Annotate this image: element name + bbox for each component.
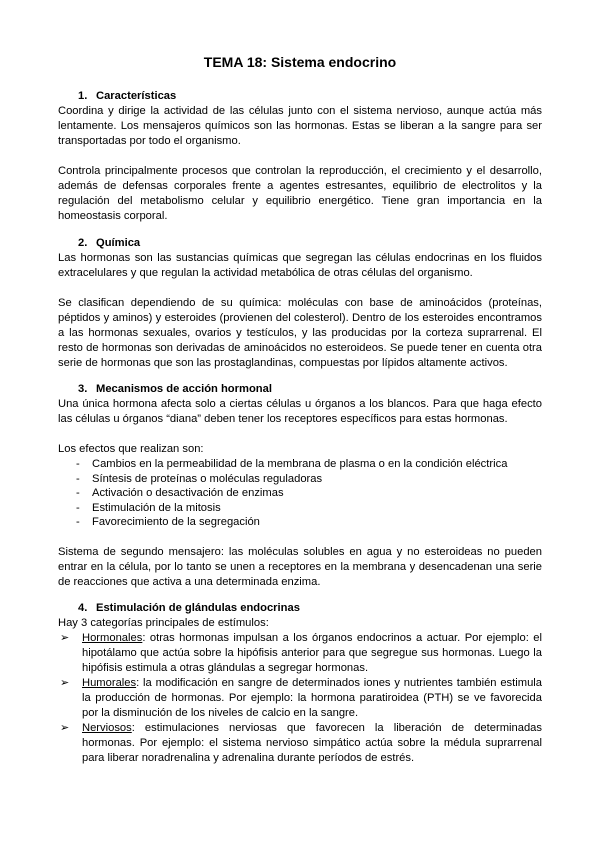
paragraph: Hay 3 categorías principales de estímulos: (58, 617, 269, 629)
stimuli-list (58, 631, 542, 766)
paragraph: Controla principalmente procesos que controlan la reproducción, el crecimiento y el desarrollo, además de defensas corporales frente a agentes estresantes, equilibrio de electrolitos y la regulación del metabolismo celular y equilibrio energético. Tiene gran importancia en la homeostasis corporal. (58, 165, 542, 222)
page-title: TEMA 18: Sistema endocrino (203, 54, 397, 70)
section-heading (58, 236, 542, 251)
section-heading (58, 89, 542, 104)
dash-bullet: - (76, 501, 80, 514)
section-estimulacion (58, 601, 542, 766)
arrow-bullet-icon: ➢ (60, 722, 70, 734)
section-number: 2. (78, 237, 88, 249)
section-quimica (58, 236, 542, 371)
section-heading-text: Características (96, 90, 177, 102)
paragraph: Se clasifican dependiendo de su química: moléculas con base de aminoácidos (proteínas, péptidos y aminos) y esteroides (provienen del colesterol). Dentro de los esteroides encontramos a las hormonas sexuales, ovarios y testículos, y las producidas por la corteza suprarrenal. El resto de hormonas son derivadas de aminoácidos no esteroideos. Se puede tener en cuenta otra serie de hormonas que son las prostaglandinas, compuestas por lípidos altamente activos. (58, 297, 542, 369)
stimulus-term: Humorales (82, 677, 137, 689)
dash-bullet: - (76, 487, 80, 499)
arrow-bullet-icon: ➢ (60, 632, 70, 644)
paragraph: Las hormonas son las sustancias químicas que segregan las células endocrinas en los fluidos extracelulares y que regulan la actividad metabólica de otras células del organismo. (58, 252, 542, 279)
list-item-text: Síntesis de proteínas o moléculas reguladoras (92, 472, 323, 485)
section-heading-text: Mecanismos de acción hormonal (96, 383, 272, 395)
arrow-bullet-icon: ➢ (60, 677, 70, 689)
section-heading-text: Estimulación de glándulas endocrinas (96, 602, 300, 614)
section-heading (58, 601, 542, 616)
list-item (58, 515, 542, 530)
stimulus-description: : estimulaciones nerviosas que favorecen la liberación de determinadas hormonas. Por ejemplo: el sistema nervioso simpático actúa sobre la médula suprarrenal para liberar noradrenalina y adrenalina durante períodos de estrés. (82, 722, 542, 764)
list-item (58, 457, 542, 472)
list-item-text: Activación o desactivación de enzimas (92, 487, 284, 499)
list-item (58, 501, 542, 516)
list-item (58, 472, 542, 487)
paragraph: Los efectos que realizan son: (58, 443, 204, 455)
section-mecanismos (58, 382, 542, 590)
effects-list (58, 457, 542, 530)
dash-bullet: - (76, 458, 80, 470)
section-caracteristicas (58, 89, 542, 224)
paragraph: Una única hormona afecta solo a ciertas células u órganos a los blancos. Para que haga efecto las células u órganos “diana” deben tener los receptores específicos para estas hormonas. (58, 398, 542, 425)
list-item (58, 721, 542, 766)
stimulus-description: : la modificación en sangre de determinados iones y nutrientes también estimula la producción de hormonas. Por ejemplo: la hormona paratiroidea (PTH) se ve favorecida por la disminución de los niveles de calcio en la sangre. (82, 677, 542, 719)
list-item-text: Cambios en la permeabilidad de la membrana de plasma o en la condición eléctrica (92, 458, 508, 470)
section-number: 4. (78, 602, 88, 614)
stimulus-term: Nerviosos (82, 722, 132, 734)
list-item-text: Favorecimiento de la segregación (92, 516, 260, 528)
paragraph: Sistema de segundo mensajero: las moléculas solubles en agua y no esteroideas no pueden entrar en la célula, por lo tanto se unen a receptores en la membrana y desencadenan una serie de reacciones que activa a una determinada enzima. (58, 545, 542, 588)
section-number: 3. (78, 383, 88, 395)
list-item (58, 676, 542, 721)
stimulus-description: : otras hormonas impulsan a los órganos endocrinos a actuar. Por ejemplo: el hipotálamo que actúa sobre la hipófisis anterior para que segregue sus hormonas. Luego la hipófisis estimula a otras glándulas a segregar hormonas. (82, 632, 542, 674)
stimulus-term: Hormonales (82, 632, 143, 644)
section-number: 1. (78, 90, 88, 102)
list-item (58, 486, 542, 501)
section-heading (58, 382, 542, 397)
section-heading-text: Química (96, 237, 141, 249)
list-item-text: Estimulación de la mitosis (92, 501, 221, 514)
list-item (58, 631, 542, 676)
dash-bullet: - (76, 472, 80, 485)
paragraph: Coordina y dirige la actividad de las células junto con el sistema nervioso, aunque actúa más lentamente. Los mensajeros químicos son las hormonas. Estas se liberan a la sangre para ser transportadas por todo el organismo. (58, 105, 542, 147)
dash-bullet: - (76, 516, 80, 528)
